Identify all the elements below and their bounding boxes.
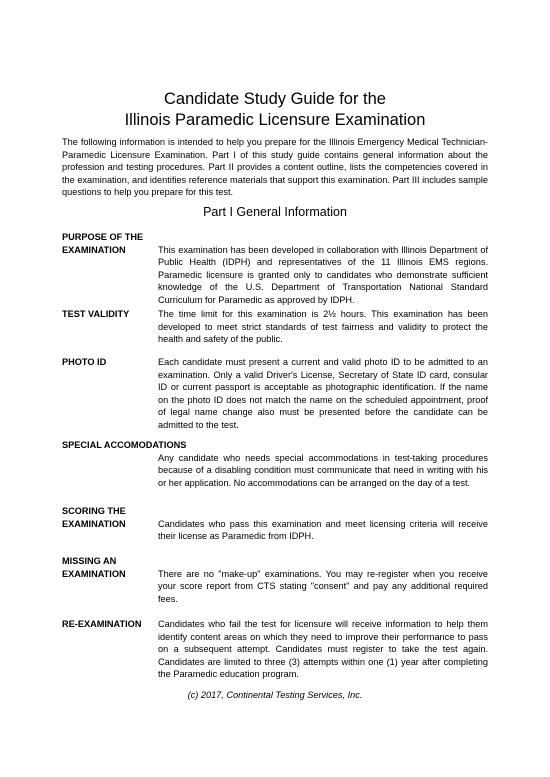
section-text: Candidates who pass this examination and meet licensing criteria will receive their license as Paramedic from IDPH. — [158, 518, 488, 542]
section-label: SPECIAL ACCOMODATIONS — [62, 440, 187, 450]
title-line-2: Illinois Paramedic Licensure Examination — [124, 111, 426, 129]
section-label: TEST VALIDITY — [62, 309, 130, 319]
copyright-footer: (c) 2017, Continental Testing Services, Inc. — [187, 690, 363, 700]
section-label: PURPOSE OF THE EXAMINATION — [62, 232, 144, 255]
part-heading: Part I General Information — [203, 205, 347, 219]
section-label: RE-EXAMINATION — [62, 619, 142, 629]
document-title — [0, 89, 550, 131]
section-text: Each candidate must present a current and valid photo ID to be admitted to an examination. Only a valid Driver's License, Secretary of State ID card, consular ID or current passport is acceptable as photographic identification. If the name on the photo ID does not match the name on the scheduled appointment, proof of legal name change also must be presented before the candidate can be admitted to the test. — [158, 357, 488, 430]
section-text: Any candidate who needs special accommodations in test-taking procedures because of a disabling condition must communicate that need in writing with his or her application. No accommodations can be arranged on the day of a test. — [158, 452, 488, 488]
section-label: MISSING AN EXAMINATION — [62, 556, 126, 579]
section-label: PHOTO ID — [62, 357, 107, 367]
section-label: SCORING THE EXAMINATION — [62, 506, 126, 529]
section-text: This examination has been developed in collaboration with Illinois Department of Public Health (IDPH) and representatives of the 11 Illinois EMS regions. Paramedic licensure is granted only to candidates who demonstrate sufficient knowledge of the U.S. Department of Transportation National Standard Curriculum for Paramedic as approved by IDPH. — [158, 244, 488, 305]
section-text: Candidates who fail the test for licensure will receive information to help them identify content areas on which they need to improve their performance to pass on a subsequent attempt. Candidates must register to take the test again. Candidates are limited to three (3) attempts within one (1) year after completing the Paramedic education program. — [158, 619, 488, 680]
section-text: There are no "make-up" examinations. You may re-register when you receive your score report from CTS stating "consent" and pay any additional required fees. — [158, 568, 488, 604]
title-line-1: Candidate Study Guide for the — [164, 90, 386, 108]
section-text: The time limit for this examination is 2½ hours. This examination has been developed to meet strict standards of test fairness and validity to protect the health and safety of the public. — [158, 309, 488, 345]
intro-paragraph: The following information is intended to help you prepare for the Illinois Emergency Medical Technician-Paramedic Licensure Examination. Part I of this study guide contains general information about the profession and testing procedures. Part II provides a content outline, lists the competencies covered in the examination, and identifies reference materials that support this examination. Part III includes sample questions to help you prepare for this test. — [62, 137, 488, 198]
